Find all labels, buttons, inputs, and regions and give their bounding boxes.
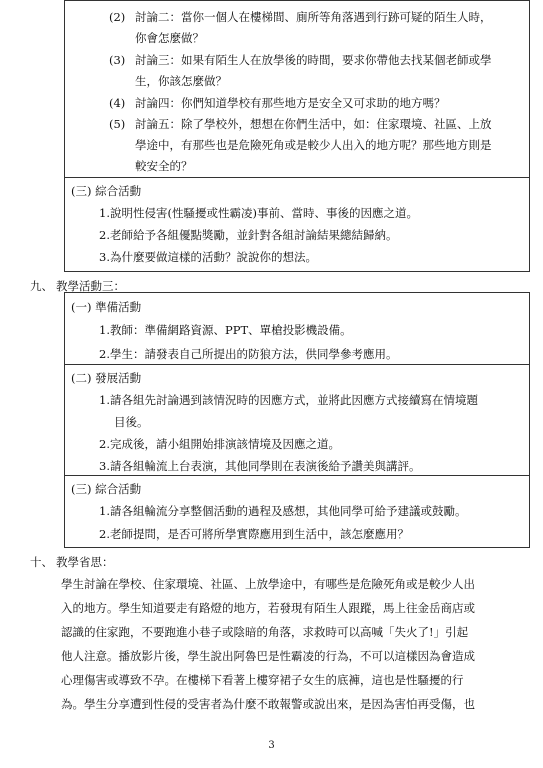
section-9-number: 九、 [30,279,53,293]
section-10-title: 教學省思： [56,555,114,569]
discussion-text-cont: 你會怎麼做？ [135,31,204,45]
page-number: 3 [268,740,275,751]
section-9-title: 教學活動三： [56,279,125,293]
summary-section [65,178,529,274]
reflection-line: 他人注意。播放影片後，學生說出阿魯巴是性霸凌的行為，不可以這樣因為會造成 [61,649,475,663]
discussion-text: 討論五：除了學校外，想想在你們生活中，如：住家環境、社區、上放 [135,117,492,131]
dev-item: 3.請各組輪流上台表演，其他同學則在表演後給予讚美與講評。 [99,459,421,473]
discussion-number: (4) [109,96,126,110]
discussion-number: (5) [109,117,126,131]
summary-heading: (三) 綜合活動 [71,482,142,496]
summary-item: 2.老師提問，是否可將所學實際應用到生活中，該怎麼應用？ [99,527,409,541]
discussion-text: 討論三：如果有陌生人在放學後的時間，要求你帶他去找某個老師或學 [135,53,492,67]
discussion-item [109,50,492,70]
summary-item: 2.老師給予各組優點獎勵，並針對各組討論結果總結歸納。 [99,228,398,242]
section-10-number: 十、 [30,555,53,569]
summary-section-3 [65,476,529,547]
reflection-paragraph [61,572,531,716]
discussion-text-cont: 生，你該怎麼做？ [135,74,227,88]
summary-item: 1.請各組輪流分享整個活動的過程及感想，其他同學可給予建議或鼓勵。 [99,504,467,518]
dev-section [65,365,529,476]
discussion-text: 討論二：當你一個人在樓梯間、廁所等角落遇到行跡可疑的陌生人時， [135,10,492,24]
activity-three-box [64,292,530,548]
summary-heading: (三) 綜合活動 [71,184,142,198]
summary-item: 3.為什麼要做這樣的活動？說說你的想法。 [99,250,317,264]
prep-item: 1.教師：準備網路資源、PPT、單槍投影機設備。 [99,323,352,337]
reflection-line: 學生討論在學校、住家環境、社區、上放學途中，有哪些是危險死角或是較少人出 [61,577,475,591]
discussion-section [65,1,529,178]
dev-heading: (二) 發展活動 [71,371,142,385]
section-10-heading [30,553,114,571]
prep-section [65,293,529,365]
discussion-text-cont: 較安全的？ [135,159,193,173]
reflection-line: 認識的住家跑，不要跑進小巷子或陰暗的角落，求救時可以高喊「失火了!」引起 [61,625,469,639]
prep-heading: (一) 準備活動 [71,300,142,314]
discussion-item [109,114,492,134]
reflection-line: 心理傷害或導致不孕。在樓梯下看著上樓穿裙子女生的底褲，這也是性騷擾的行 [61,673,464,687]
reflection-line: 為。學生分享遭到性侵的受害者為什麼不敢報警或說出來，是因為害怕再受傷，也 [61,697,475,711]
top-activity-box [64,0,530,272]
dev-item-cont: 目後。 [114,415,149,429]
discussion-text: 討論四：你們知道學校有那些地方是安全又可求助的地方嗎？ [135,96,446,110]
discussion-number: (2) [109,10,126,24]
discussion-number: (3) [109,53,126,67]
summary-item: 1.說明性侵害(性騷擾或性霸凌)事前、當時、事後的因應之道。 [99,206,418,220]
discussion-text-cont: 學途中，有那些也是危險死角或是較少人出入的地方呢？那些地方則是 [135,138,492,152]
discussion-item [109,93,446,113]
dev-item: 2.完成後，請小組開始排演該情境及因應之道。 [99,437,340,451]
prep-item: 2.學生：請發表自己所提出的防狼方法，供同學參考應用。 [99,347,398,361]
dev-item: 1.請各組先討論遇到該情況時的因應方式，並將此因應方式接續寫在情境題 [99,393,478,407]
reflection-line: 入的地方。學生知道要走有路燈的地方，若發現有陌生人跟蹤，馬上往金岳商店或 [61,601,475,615]
discussion-item [109,7,492,27]
